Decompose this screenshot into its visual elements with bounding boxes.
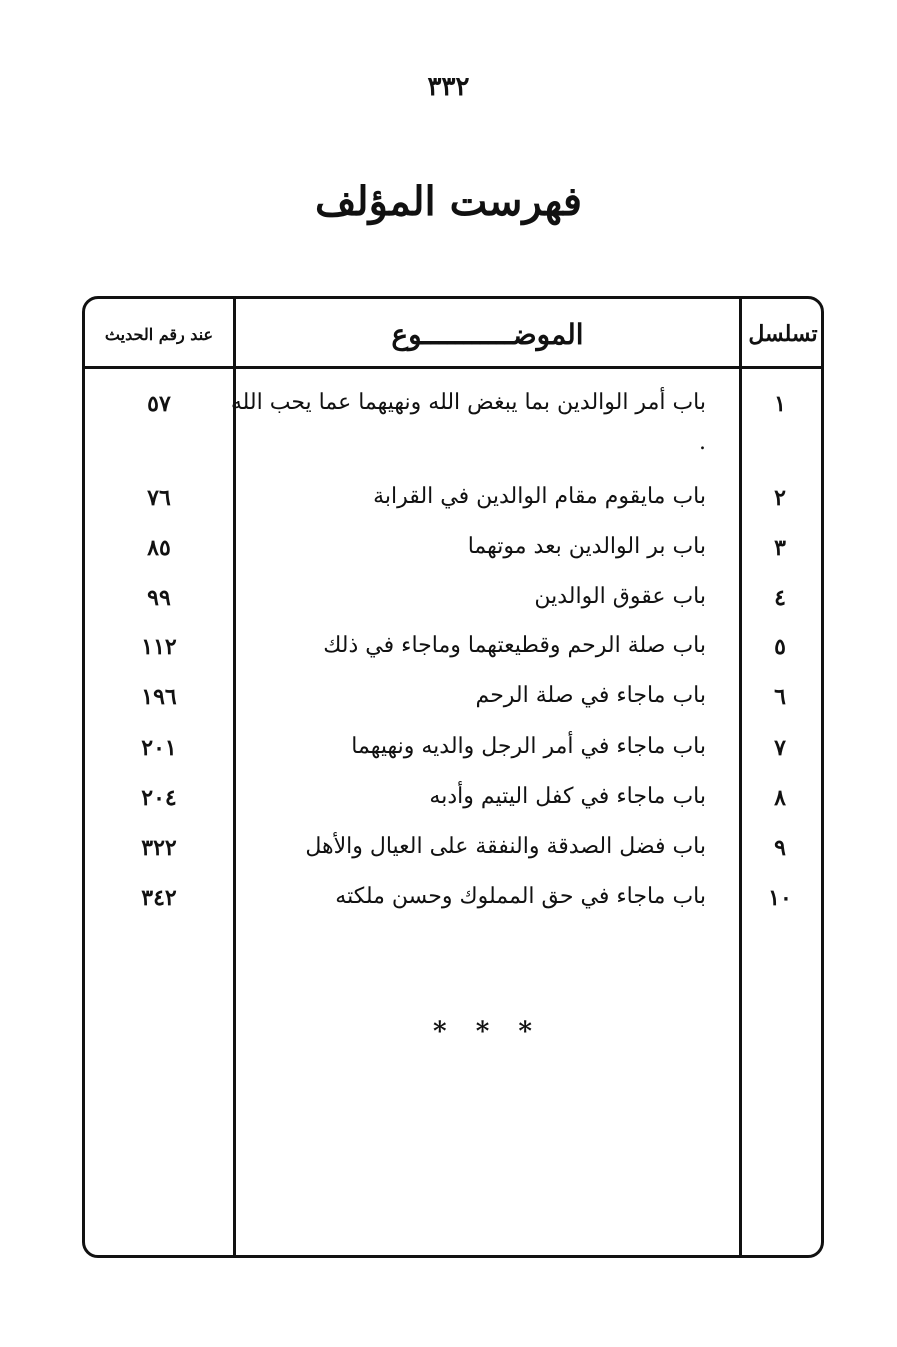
header-divider	[85, 366, 821, 369]
row-serial: ٣	[774, 535, 786, 561]
row-serial: ١٠	[768, 885, 792, 911]
row-hadith-number: ٢٠١	[141, 735, 177, 761]
page-number: ٣٣٢	[427, 72, 470, 102]
row-hadith-number: ١٩٦	[141, 684, 177, 710]
row-serial: ٩	[774, 835, 786, 861]
row-serial: ٨	[774, 785, 786, 811]
row-serial: ٥	[774, 634, 786, 660]
row-hadith-number: ٧٦	[147, 485, 171, 511]
row-hadith-number: ٢٠٤	[141, 785, 177, 811]
row-hadith-number: ٣٤٢	[141, 885, 177, 911]
row-topic: باب عقوق الوالدين	[534, 584, 706, 609]
row-serial: ١	[774, 391, 786, 417]
column-divider	[739, 299, 742, 1255]
row-topic: باب فضل الصدقة والنفقة على العيال والأهل	[305, 834, 706, 859]
row-hadith-number: ٥٧	[147, 391, 171, 417]
row-topic: باب صلة الرحم وقطيعتهما وماجاء في ذلك	[323, 633, 706, 658]
row-hadith-number: ٨٥	[147, 535, 171, 561]
row-hadith-number: ٣٢٢	[141, 835, 177, 861]
row-topic: باب ماجاء في أمر الرجل والديه ونهيهما	[351, 734, 706, 759]
row-serial: ٤	[774, 585, 786, 611]
row-serial: ٦	[774, 684, 786, 710]
header-topic: الموضـــــــــــوع	[391, 317, 584, 351]
row-topic: باب ماجاء في كفل اليتيم وأدبه	[429, 784, 706, 809]
row-hadith-number: ٩٩	[147, 585, 171, 611]
page-title: فهرست المؤلف	[314, 178, 583, 225]
row-topic: باب مايقوم مقام الوالدين في القرابة	[373, 484, 706, 509]
row-serial: ٢	[774, 485, 786, 511]
row-serial: ٧	[774, 735, 786, 761]
row-hadith-number: ١١٢	[141, 634, 177, 660]
end-mark: * * *	[433, 1017, 542, 1047]
row-topic: باب بر الوالدين بعد موتهما	[467, 534, 706, 559]
row-topic: باب ماجاء في صلة الرحم	[475, 683, 706, 708]
row-topic: باب ماجاء في حق المملوك وحسن ملكته	[335, 884, 706, 909]
header-serial: تسلسل	[748, 321, 818, 347]
row-topic: باب أمر الوالدين بما يبغض الله ونهيهما عما يحب الله .	[230, 390, 706, 455]
index-table	[82, 296, 824, 1258]
header-hadith-number: عند رقم الحديث	[104, 324, 214, 344]
